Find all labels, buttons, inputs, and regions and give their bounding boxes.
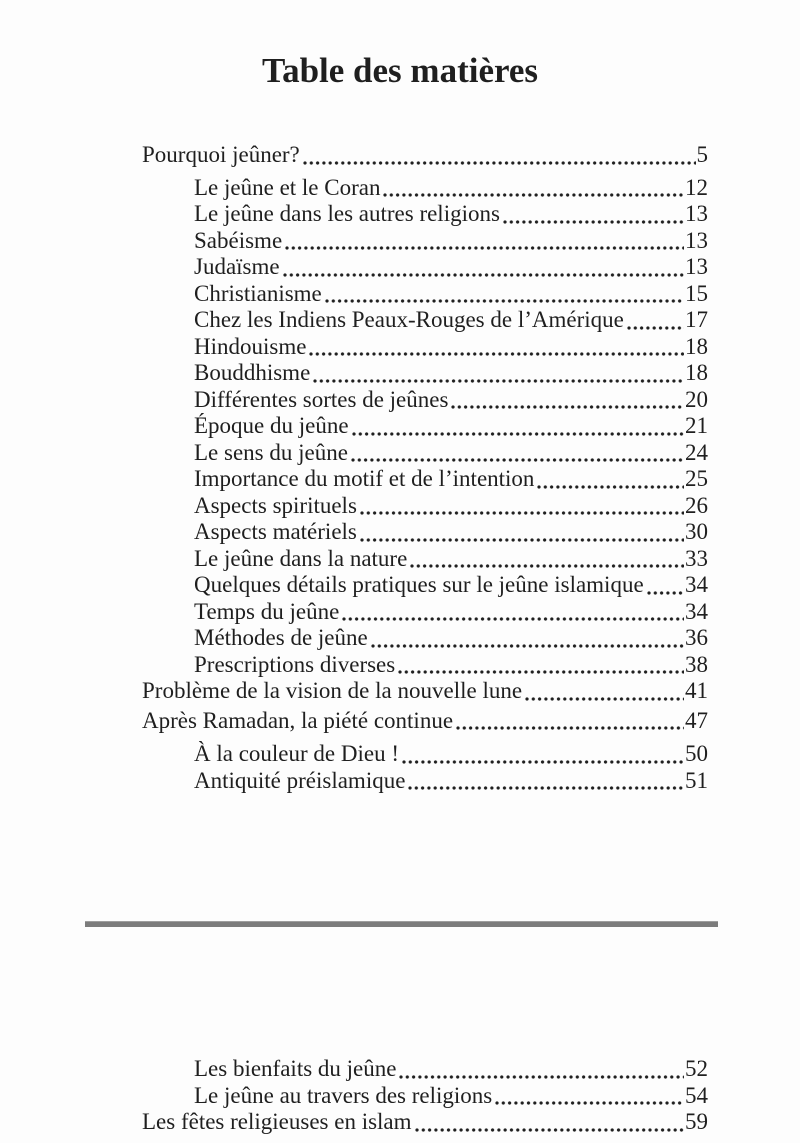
toc-page-number: 47 bbox=[685, 707, 708, 733]
toc-leader-dots bbox=[306, 334, 685, 361]
toc-entry-label: Antiquité préislamique bbox=[194, 767, 406, 793]
toc-page-number: 50 bbox=[685, 741, 708, 766]
toc-leader-dots bbox=[282, 228, 685, 255]
toc-entry bbox=[142, 519, 708, 546]
toc-entry-label: Le sens du jeûne bbox=[194, 439, 348, 465]
toc-entry-label: Problème de la vision de la nouvelle lune bbox=[142, 678, 523, 703]
toc-entry-label: Christianisme bbox=[194, 280, 322, 306]
toc-entry-label: Pourquoi jeûner? bbox=[142, 142, 300, 167]
toc-entry bbox=[142, 768, 708, 795]
toc-entry bbox=[142, 1083, 708, 1110]
toc-leader-dots bbox=[357, 519, 685, 546]
toc-entry-label: À la couleur de Dieu ! bbox=[194, 741, 400, 766]
toc-page-number: 25 bbox=[685, 466, 708, 491]
toc-entry-label: Les fêtes religieuses en islam bbox=[142, 1109, 412, 1134]
toc-entry-label: Hindouisme bbox=[194, 333, 307, 359]
toc-page-number: 21 bbox=[685, 413, 708, 438]
toc-entry bbox=[142, 678, 708, 705]
toc-page-number: 15 bbox=[685, 280, 708, 306]
toc-leader-dots bbox=[407, 546, 685, 573]
toc-page-number: 34 bbox=[685, 572, 708, 597]
toc-entry-label: Aspects matériels bbox=[194, 519, 357, 544]
toc-entry-label: Après Ramadan, la piété continue bbox=[142, 707, 454, 733]
toc-leader-dots bbox=[395, 652, 685, 679]
toc-leader-dots bbox=[534, 466, 685, 493]
toc-entry-label: Bouddhisme bbox=[194, 360, 311, 385]
toc-section-continued bbox=[142, 1056, 708, 1136]
toc-entry-label: Époque du jeûne bbox=[194, 413, 349, 438]
toc-page-number: 17 bbox=[685, 307, 708, 332]
toc-entry bbox=[142, 281, 708, 308]
toc-page-number: 36 bbox=[685, 625, 708, 650]
toc-page-number: 59 bbox=[685, 1109, 708, 1134]
toc-leader-dots bbox=[310, 360, 685, 387]
toc-entry bbox=[142, 741, 708, 768]
toc-leader-dots bbox=[357, 493, 685, 520]
toc-entry bbox=[142, 228, 708, 255]
toc-entry bbox=[142, 413, 708, 440]
toc-entry bbox=[142, 493, 708, 520]
toc-entry-label: Importance du motif et de l’intention bbox=[194, 466, 535, 491]
toc-page-number: 20 bbox=[685, 386, 708, 412]
toc-entry-label: Sabéisme bbox=[194, 227, 283, 253]
toc-leader-dots bbox=[492, 1083, 685, 1110]
toc-entry bbox=[142, 142, 708, 169]
toc-leader-dots bbox=[339, 599, 685, 626]
toc-page-number: 41 bbox=[685, 678, 708, 703]
toc-page-number: 18 bbox=[685, 360, 708, 385]
toc-entry bbox=[142, 1109, 708, 1136]
toc-entry-label: Temps du jeûne bbox=[194, 598, 340, 624]
toc-page-number: 18 bbox=[685, 333, 708, 359]
toc-entry bbox=[142, 254, 708, 281]
toc-leader-dots bbox=[280, 254, 685, 281]
toc-page-number: 24 bbox=[685, 439, 708, 465]
toc-entry bbox=[142, 652, 708, 679]
page-title: Table des matières bbox=[261, 51, 539, 90]
toc-page-number: 30 bbox=[685, 519, 708, 544]
toc-entry-label: Le jeûne au travers des religions bbox=[194, 1082, 493, 1108]
toc-entry bbox=[142, 625, 708, 652]
toc-entry bbox=[142, 708, 708, 735]
toc-entry-label: Aspects spirituels bbox=[194, 492, 357, 518]
toc-entry bbox=[142, 307, 708, 334]
toc-entry bbox=[142, 360, 708, 387]
toc-leader-dots bbox=[500, 201, 685, 228]
toc-page-number: 13 bbox=[685, 254, 708, 279]
toc-page-number: 52 bbox=[685, 1056, 708, 1081]
toc-entry-label: Les bienfaits du jeûne bbox=[194, 1056, 397, 1081]
toc-leader-dots bbox=[349, 413, 685, 440]
toc-entry-label: Différentes sortes de jeûnes bbox=[194, 386, 449, 412]
toc-leader-dots bbox=[624, 307, 685, 334]
toc-page-number: 26 bbox=[685, 492, 708, 518]
toc-page-number: 54 bbox=[685, 1082, 708, 1108]
toc-leader-dots bbox=[522, 678, 685, 705]
toc-leader-dots bbox=[396, 1056, 685, 1083]
toc-leader-dots bbox=[380, 175, 685, 202]
toc-section-main bbox=[142, 142, 708, 794]
toc-page-number: 12 bbox=[685, 174, 708, 200]
toc-entry bbox=[142, 572, 708, 599]
toc-entry bbox=[142, 1056, 708, 1083]
toc-entry-label: Judaïsme bbox=[194, 254, 280, 279]
toc-entry bbox=[142, 387, 708, 414]
toc-page-number: 51 bbox=[685, 767, 708, 793]
toc-leader-dots bbox=[644, 572, 685, 599]
toc-page-number: 13 bbox=[685, 227, 708, 253]
toc-leader-dots bbox=[412, 1109, 685, 1136]
section-divider bbox=[85, 921, 718, 927]
toc-entry-label: Prescriptions diverses bbox=[194, 651, 396, 677]
toc-entry-label: Méthodes de jeûne bbox=[194, 625, 368, 650]
toc-leader-dots bbox=[300, 142, 697, 169]
toc-entry bbox=[142, 599, 708, 626]
toc-entry bbox=[142, 546, 708, 573]
toc-page-number: 38 bbox=[685, 651, 708, 677]
toc-entry bbox=[142, 440, 708, 467]
toc-entry-label: Le jeûne et le Coran bbox=[194, 174, 381, 200]
toc-page-number: 33 bbox=[685, 545, 708, 571]
toc-leader-dots bbox=[322, 281, 685, 308]
toc-leader-dots bbox=[453, 708, 685, 735]
toc-leader-dots bbox=[399, 741, 685, 768]
toc-leader-dots bbox=[348, 440, 685, 467]
toc-entry-label: Le jeûne dans la nature bbox=[194, 545, 408, 571]
toc-entry bbox=[142, 175, 708, 202]
toc-page-number: 5 bbox=[696, 142, 708, 167]
toc-leader-dots bbox=[448, 387, 685, 414]
toc-leader-dots bbox=[368, 625, 685, 652]
toc-page-number: 13 bbox=[685, 201, 708, 226]
toc-page-number: 34 bbox=[685, 598, 708, 624]
toc-entry bbox=[142, 466, 708, 493]
toc-entry-label: Chez les Indiens Peaux-Rouges de l’Amérique bbox=[194, 307, 624, 332]
toc-entry bbox=[142, 201, 708, 228]
toc-entry-label: Quelques détails pratiques sur le jeûne islamique bbox=[194, 572, 644, 597]
toc-leader-dots bbox=[405, 768, 685, 795]
toc-entry-label: Le jeûne dans les autres religions bbox=[194, 201, 500, 226]
toc-entry bbox=[142, 334, 708, 361]
